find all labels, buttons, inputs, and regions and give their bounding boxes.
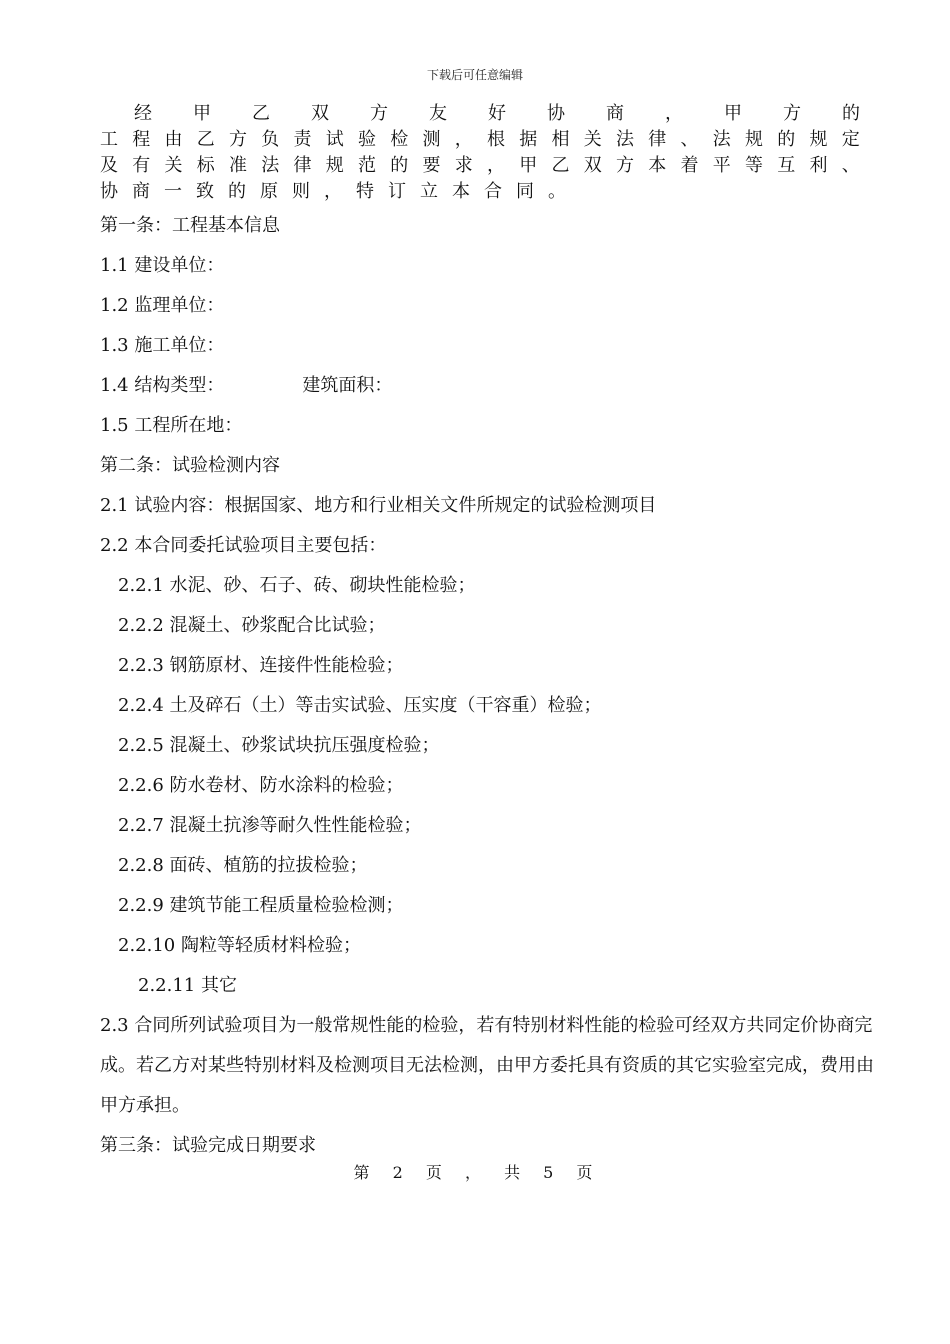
intro-char: 着 [680, 155, 699, 176]
intro-char: 由 [164, 129, 183, 150]
article-2-title: 第二条：试验检测内容 [100, 455, 280, 476]
page-header: 下载后可任意编辑 [426, 68, 523, 82]
intro-char: 经 [134, 103, 152, 124]
intro-char: 法 [712, 129, 731, 150]
intro-char: 方 [616, 155, 634, 176]
intro-char: 甲 [519, 155, 538, 176]
intro-char: ， [665, 103, 683, 124]
intro-char: 准 [229, 155, 247, 176]
intro-char: 程 [132, 129, 151, 150]
intro-paragraph [100, 101, 860, 205]
intro-char: 的 [842, 103, 860, 124]
intro-char: 求 [454, 155, 473, 176]
intro-char: 规 [325, 155, 344, 176]
intro-char: 检 [390, 129, 409, 150]
item-1-3: 1.3 施工单位： [100, 335, 225, 356]
intro-char: 相 [551, 129, 570, 150]
intro-char: 乙 [252, 103, 270, 124]
sub-item: 2.2.10 陶粒等轻质材料检验； [118, 935, 361, 956]
intro-char: 双 [583, 155, 602, 176]
intro-char: 同 [516, 181, 534, 202]
intro-line-2 [100, 127, 860, 153]
intro-char: 、 [680, 129, 699, 150]
intro-char: 甲 [724, 103, 742, 124]
intro-char: 协 [100, 181, 118, 202]
intro-char: 订 [388, 181, 406, 202]
intro-char: 乙 [551, 155, 570, 176]
intro-char: 规 [745, 129, 763, 150]
intro-char: 合 [484, 181, 502, 202]
intro-char: 互 [777, 155, 796, 176]
item-1-5: 1.5 工程所在地： [100, 415, 243, 436]
intro-char: 好 [488, 103, 506, 124]
item-1-2: 1.2 监理单位： [100, 295, 225, 316]
intro-char: 根 [487, 129, 505, 150]
intro-char: 测 [422, 129, 441, 150]
intro-char: 本 [648, 155, 667, 176]
intro-char: 工 [100, 129, 118, 150]
intro-char: 验 [358, 129, 376, 150]
sub-item: 2.2.8 面砖、植筋的拉拔检验； [118, 855, 368, 876]
intro-char: 双 [311, 103, 329, 124]
sub-item: 2.2.1 水泥、砂、石子、砖、砌块性能检验； [118, 575, 476, 596]
intro-char: 则 [292, 181, 310, 202]
intro-char: 规 [809, 129, 828, 150]
intro-char: 据 [519, 129, 538, 150]
item-2-2: 2.2 本合同委托试验项目主要包括： [100, 535, 387, 556]
intro-char: 利 [809, 155, 828, 176]
intro-char: 甲 [193, 103, 211, 124]
sub-item: 2.2.11 其它 [138, 975, 237, 996]
intro-char: 友 [429, 103, 447, 124]
item-1-4 [100, 374, 392, 398]
intro-char: 范 [358, 155, 376, 176]
intro-char: 要 [422, 155, 441, 176]
item-2-1: 2.1 试验内容：根据国家、地方和行业相关文件所规定的试验检测项目 [100, 495, 657, 516]
intro-char: 乙 [196, 129, 215, 150]
page-footer: 第 2 页 ， 共 5 页 [353, 1163, 597, 1182]
intro-char: 协 [547, 103, 565, 124]
intro-char: ， [324, 181, 342, 202]
intro-char: 。 [548, 181, 566, 202]
structure-type-label: 1.4 结构类型： [100, 375, 225, 396]
article-1-title: 第一条：工程基本信息 [100, 215, 280, 236]
sub-item: 2.2.5 混凝土、砂浆试块抗压强度检验； [118, 735, 440, 756]
intro-line-4 [100, 179, 860, 205]
intro-char: ， [454, 129, 473, 150]
sub-item: 2.2.4 土及碎石（土）等击实试验、压实度（干容重）检验； [118, 695, 602, 716]
intro-char: 的 [390, 155, 409, 176]
intro-char: ， [487, 155, 505, 176]
intro-char: 方 [783, 103, 801, 124]
intro-char: 的 [228, 181, 246, 202]
intro-char: 及 [100, 155, 118, 176]
intro-char: 法 [261, 155, 280, 176]
intro-char: 律 [648, 129, 667, 150]
sub-item: 2.2.2 混凝土、砂浆配合比试验； [118, 615, 386, 636]
intro-char: 商 [606, 103, 624, 124]
sub-item: 2.2.9 建筑节能工程质量检验检测； [118, 895, 404, 916]
intro-char: 特 [356, 181, 374, 202]
intro-char: 有 [132, 155, 151, 176]
sub-item: 2.2.3 钢筋原材、连接件性能检验； [118, 655, 404, 676]
intro-char: 关 [164, 155, 183, 176]
intro-char: 的 [777, 129, 796, 150]
intro-char: 立 [420, 181, 438, 202]
intro-line-3 [100, 153, 860, 179]
building-area-label: 建筑面积： [302, 375, 393, 396]
intro-char: 标 [196, 155, 215, 176]
intro-char: 试 [325, 129, 344, 150]
intro-char: 致 [196, 181, 214, 202]
intro-char: 定 [841, 129, 860, 150]
intro-char: 关 [583, 129, 602, 150]
intro-char: 平 [712, 155, 731, 176]
item-1-1: 1.1 建设单位： [100, 255, 225, 276]
intro-char: 方 [370, 103, 388, 124]
item-2-3: 2.3 合同所列试验项目为一般常规性能的检验，若有特别材料性能的检验可经双方共同定价协商完成。若乙方对某些特别材料及检测项目无法检测，由甲方委托具有资质的其它实验室完成，费用由甲方承担。 [100, 1015, 874, 1116]
intro-char: 等 [745, 155, 763, 176]
intro-line-1 [100, 101, 860, 127]
intro-char: 一 [164, 181, 182, 202]
article-3-title: 第三条：试验完成日期要求 [100, 1135, 316, 1156]
sub-item: 2.2.7 混凝土抗渗等耐久性性能检验； [118, 815, 422, 836]
intro-char: 、 [841, 155, 860, 176]
intro-char: 律 [293, 155, 312, 176]
intro-char: 负 [261, 129, 280, 150]
intro-char: 法 [616, 129, 634, 150]
intro-char: 本 [452, 181, 470, 202]
intro-char: 方 [229, 129, 247, 150]
intro-char: 商 [132, 181, 150, 202]
sub-item: 2.2.6 防水卷材、防水涂料的检验； [118, 775, 404, 796]
intro-char: 原 [260, 181, 278, 202]
intro-char: 责 [293, 129, 312, 150]
